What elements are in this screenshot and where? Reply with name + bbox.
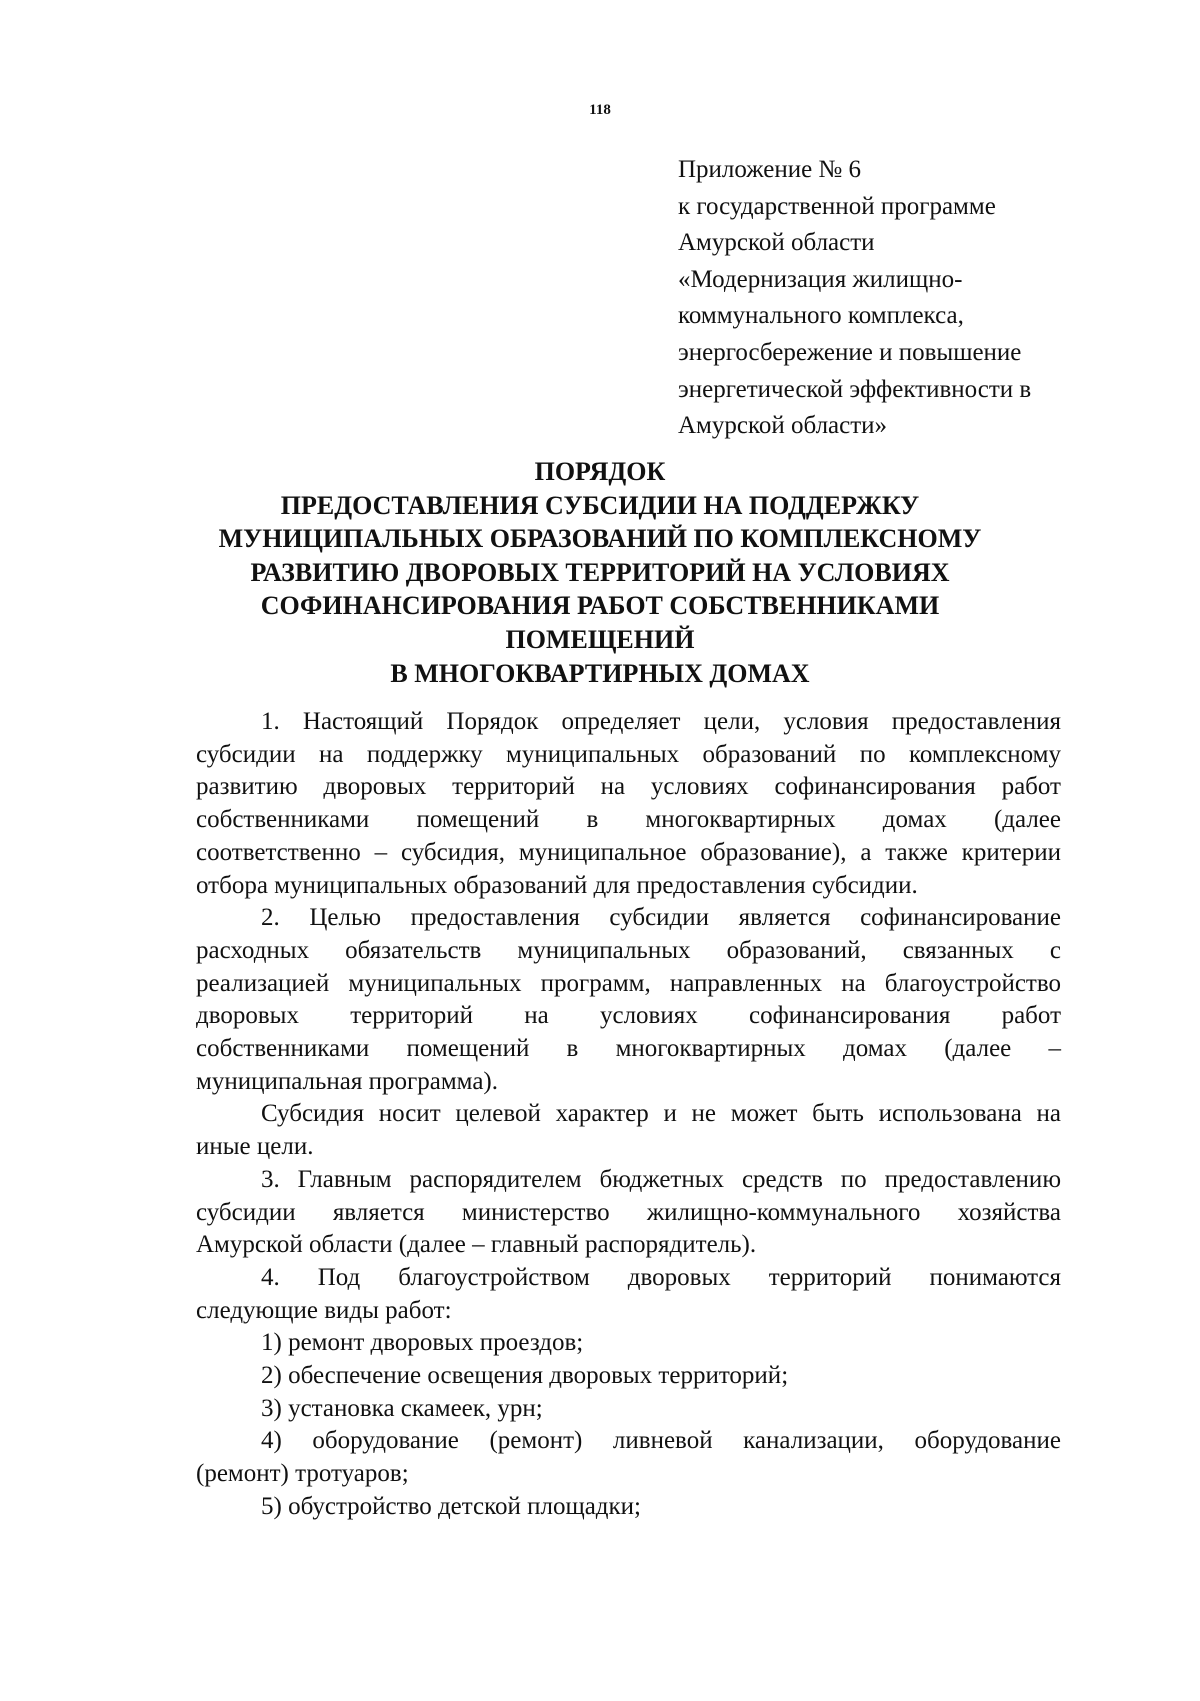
text-line: 2. Целью предоставления субсидии является софинансирование (261, 904, 1061, 932)
document-heading (100, 455, 1100, 690)
text-line: иные цели. (196, 1133, 314, 1161)
list-item-4 (196, 1425, 1061, 1490)
document-body (196, 706, 1061, 1524)
text-line: развитию дворовых территорий на условиях софинансирования работ (196, 773, 1061, 801)
text-line: 5) обустройство детской площадки; (261, 1492, 641, 1520)
text-line: соответственно – субсидия, муниципальное образование), а также критерии (196, 838, 1061, 866)
appendix-line: Амурской области» (678, 412, 888, 440)
paragraph-3 (196, 1098, 1061, 1163)
list-item-3 (196, 1393, 1061, 1426)
appendix-line: энергетической эффективности в (678, 375, 1032, 403)
text-line: собственниками помещений в многоквартирных домах (далее (196, 806, 1061, 834)
text-line: следующие виды работ: (196, 1296, 452, 1324)
text-line: 3. Главным распорядителем бюджетных средств по предоставлению (261, 1165, 1061, 1193)
text-line: (ремонт) тротуаров; (196, 1460, 409, 1488)
text-line: собственниками помещений в многоквартирных домах (далее – (196, 1035, 1061, 1063)
appendix-line: к государственной программе (678, 192, 996, 220)
heading-line: РАЗВИТИЮ ДВОРОВЫХ ТЕРРИТОРИЙ НА УСЛОВИЯХ (250, 557, 950, 587)
text-line: отбора муниципальных образований для предоставления субсидии. (196, 871, 918, 899)
text-line: 1) ремонт дворовых проездов; (261, 1329, 584, 1357)
list-item-5 (196, 1491, 1061, 1524)
text-line: реализацией муниципальных программ, направленных на благоустройство (196, 969, 1061, 997)
text-line: 4) оборудование (ремонт) ливневой канализации, оборудование (261, 1427, 1061, 1455)
list-item-1 (196, 1327, 1061, 1360)
paragraph-5 (196, 1262, 1061, 1327)
appendix-line: «Модернизация жилищно- (678, 265, 963, 293)
appendix-line: Приложение № 6 (678, 156, 862, 183)
appendix-line: Амурской области (678, 229, 875, 257)
text-line: дворовых территорий на условиях софинансирования работ (196, 1002, 1061, 1030)
heading-line: В МНОГОКВАРТИРНЫХ ДОМАХ (390, 658, 810, 688)
page-number: 118 (589, 102, 611, 118)
text-line: 3) установка скамеек, урн; (261, 1394, 543, 1422)
heading-line: СОФИНАНСИРОВАНИЯ РАБОТ СОБСТВЕННИКАМИ (260, 591, 940, 621)
list-item-2 (196, 1360, 1061, 1393)
text-line: 2) обеспечение освещения дворовых территорий; (261, 1362, 789, 1390)
text-line: субсидии на поддержку муниципальных образований по комплексному (196, 740, 1061, 768)
heading-line: ПРЕДОСТАВЛЕНИЯ СУБСИДИИ НА ПОДДЕРЖКУ (280, 490, 920, 520)
paragraph-2 (196, 902, 1061, 1098)
heading-line: ПОМЕЩЕНИЙ (505, 624, 695, 654)
text-line: муниципальная программа). (196, 1067, 499, 1095)
paragraph-4 (196, 1164, 1061, 1262)
text-line: расходных обязательств муниципальных образований, связанных с (196, 936, 1061, 964)
text-line: субсидии является министерство жилищно-коммунального хозяйства (196, 1198, 1061, 1226)
heading-line: ПОРЯДОК (534, 457, 666, 486)
text-line: Амурской области (далее – главный распорядитель). (196, 1231, 757, 1259)
text-line: 1. Настоящий Порядок определяет цели, условия предоставления (261, 708, 1061, 735)
appendix-block (678, 152, 1158, 445)
appendix-line: энергосбережение и повышение (678, 338, 1022, 366)
paragraph-1 (196, 706, 1061, 902)
heading-line: МУНИЦИПАЛЬНЫХ ОБРАЗОВАНИЙ ПО КОМПЛЕКСНОМУ (218, 524, 982, 554)
text-line: Субсидия носит целевой характер и не может быть использована на (261, 1100, 1061, 1128)
text-line: 4. Под благоустройством дворовых территорий понимаются (261, 1263, 1061, 1291)
appendix-line: коммунального комплекса, (678, 302, 964, 330)
